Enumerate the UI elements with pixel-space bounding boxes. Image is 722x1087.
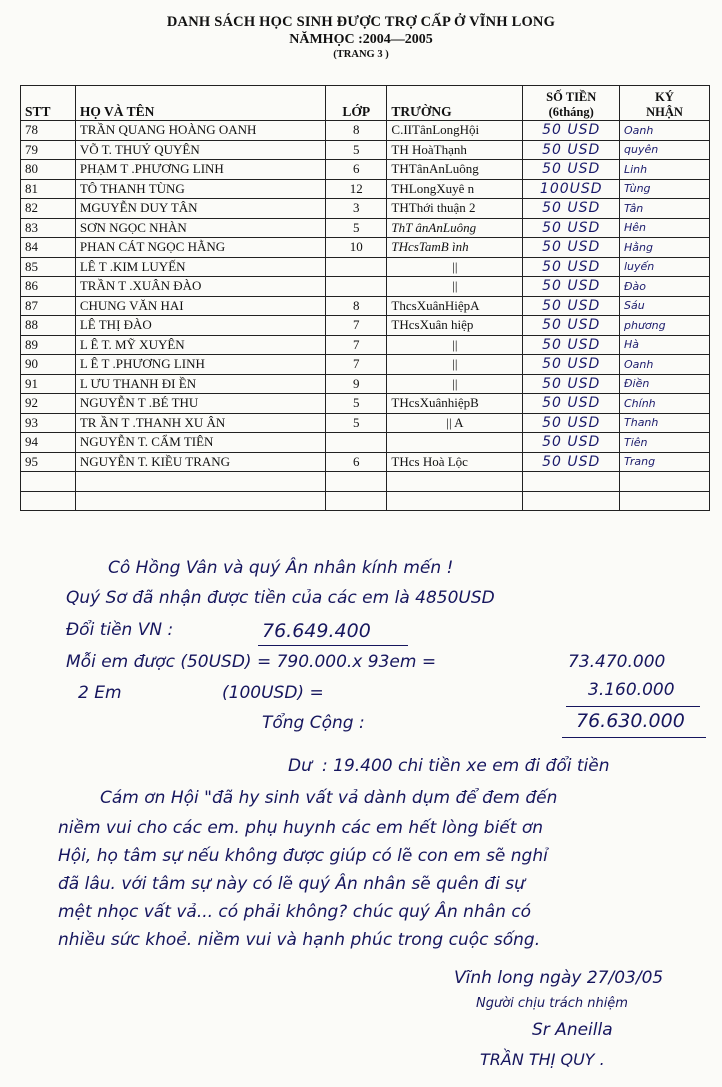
table-row (21, 121, 710, 141)
letter-body-3: Hội, họ tâm sự nếu không được giúp có lẽ con em sẽ nghỉ (58, 846, 548, 866)
cell-signature: Tùng (620, 179, 710, 199)
cell-school: || (387, 355, 523, 375)
cell-amount: 50 USD (523, 277, 620, 297)
cell-school: ThcsXuânHiệpA (387, 296, 523, 316)
col-sign (620, 86, 710, 121)
cell-stt: 83 (21, 218, 76, 238)
letter-balance-text: : 19.400 chi tiền xe em đi đổi tiền (322, 756, 610, 776)
cell-name: TR ẦN T .THANH XU ÂN (75, 413, 325, 433)
cell-school: ThT ânAnLuông (387, 218, 523, 238)
cell-name: PHAN CÁT NGỌC HẰNG (75, 238, 325, 258)
cell-signature: Linh (620, 160, 710, 180)
cell-amount: 50 USD (523, 374, 620, 394)
cell-school: THThới thuận 2 (387, 199, 523, 219)
cell-amount: 50 USD (523, 160, 620, 180)
letter-exchange-label: Đổi tiền VN : (66, 620, 174, 640)
underline-exchange (258, 645, 408, 646)
cell-amount: 50 USD (523, 140, 620, 160)
cell-name: L Ê T. MỸ XUYÊN (75, 335, 325, 355)
cell-name: TRẦN QUANG HOÀNG OANH (75, 121, 325, 141)
cell-signature: Đào (620, 277, 710, 297)
table-row (21, 355, 710, 375)
cell-stt: 82 (21, 199, 76, 219)
letter-total-value: 76.630.000 (576, 710, 685, 732)
letter-greeting: Cô Hồng Vân và quý Ân nhân kính mến ! (108, 558, 454, 578)
cell-signature: Tân (620, 199, 710, 219)
page-number: (TRANG 3 ) (333, 49, 389, 60)
col-sign-line1: KÝ (655, 90, 674, 104)
cell-signature: luyến (620, 257, 710, 277)
cell-amount: 50 USD (523, 238, 620, 258)
empty-cell (620, 472, 710, 492)
cell-class: 5 (325, 140, 386, 160)
cell-class: 7 (325, 335, 386, 355)
cell-signature: phương (620, 316, 710, 336)
table-body (21, 121, 710, 511)
school-year: NĂMHỌC :2004—2005 (289, 32, 433, 47)
cell-amount: 50 USD (523, 316, 620, 336)
cell-class: 5 (325, 218, 386, 238)
empty-row (21, 491, 710, 511)
cell-signature: Hà (620, 335, 710, 355)
cell-name: PHẠM T .PHƯƠNG LINH (75, 160, 325, 180)
letter-signer-full: TRẦN THỊ QUY . (480, 1050, 605, 1069)
empty-cell (21, 472, 76, 492)
cell-stt: 79 (21, 140, 76, 160)
cell-class: 12 (325, 179, 386, 199)
empty-row (21, 472, 710, 492)
table-row (21, 199, 710, 219)
cell-signature: Oanh (620, 121, 710, 141)
cell-school: C.IITânLongHội (387, 121, 523, 141)
cell-name: NGUYỄN T. KIỀU TRANG (75, 452, 325, 472)
table-row (21, 316, 710, 336)
cell-name: TRẦN T .XUÂN ĐÀO (75, 277, 325, 297)
cell-class: 5 (325, 413, 386, 433)
empty-cell (620, 491, 710, 511)
letter-body-6: nhiều sức khoẻ. niềm vui và hạnh phúc trong cuộc sống. (58, 930, 541, 950)
cell-name: TÔ THANH TÙNG (75, 179, 325, 199)
letter-body-1: Cám ơn Hội "đã hy sinh vất vả dành dụm để đem đến (100, 788, 558, 808)
table-row (21, 452, 710, 472)
cell-class: 6 (325, 160, 386, 180)
cell-signature: Sáu (620, 296, 710, 316)
cell-name: L ƯU THANH ĐI ỀN (75, 374, 325, 394)
cell-signature: Hằng (620, 238, 710, 258)
cell-amount: 50 USD (523, 335, 620, 355)
cell-class: 9 (325, 374, 386, 394)
cell-school: || (387, 257, 523, 277)
table-row (21, 238, 710, 258)
cell-class: 8 (325, 296, 386, 316)
cell-amount: 50 USD (523, 433, 620, 453)
cell-signature: Điền (620, 374, 710, 394)
letter-signer-name: Sr Aneilla (532, 1020, 613, 1040)
cell-school: THcsTamB ình (387, 238, 523, 258)
cell-stt: 84 (21, 238, 76, 258)
cell-class: 7 (325, 355, 386, 375)
letter-body-4: đã lâu. với tâm sự này có lẽ quý Ân nhân sẽ quên đi sự (58, 874, 525, 894)
cell-stt: 93 (21, 413, 76, 433)
cell-signature: Hên (620, 218, 710, 238)
cell-stt: 92 (21, 394, 76, 414)
cell-amount: 100USD (523, 179, 620, 199)
cell-signature: Thanh (620, 413, 710, 433)
cell-class: 10 (325, 238, 386, 258)
empty-cell (387, 472, 523, 492)
cell-school: THcsXuân hiệp (387, 316, 523, 336)
cell-amount: 50 USD (523, 452, 620, 472)
empty-cell (75, 472, 325, 492)
col-name: HỌ VÀ TÊN (75, 86, 325, 121)
cell-stt: 94 (21, 433, 76, 453)
col-school: TRƯỜNG (387, 86, 523, 121)
table-row (21, 433, 710, 453)
cell-stt: 89 (21, 335, 76, 355)
cell-stt: 91 (21, 374, 76, 394)
cell-signature: Oanh (620, 355, 710, 375)
letter-total-label: Tổng Cộng : (262, 713, 365, 733)
cell-name: SƠN NGỌC NHÀN (75, 218, 325, 238)
cell-school: || (387, 374, 523, 394)
table-row (21, 374, 710, 394)
cell-stt: 87 (21, 296, 76, 316)
cell-class: 6 (325, 452, 386, 472)
letter-body-5: mệt nhọc vất vả... có phải không? chúc quý Ân nhân có (58, 902, 532, 922)
handwritten-letter (0, 548, 722, 1087)
document-title: DANH SÁCH HỌC SINH ĐƯỢC TRỢ CẤP Ở VĨNH LONG (166, 14, 556, 30)
cell-class (325, 433, 386, 453)
letter-balance-label: Dư (288, 756, 312, 776)
table-row (21, 257, 710, 277)
letter-received: Quý Sơ đã nhận được tiền của các em là 4850USD (66, 588, 495, 608)
student-table (20, 85, 710, 511)
cell-school: || A (387, 413, 523, 433)
cell-school: || (387, 335, 523, 355)
cell-amount: 50 USD (523, 394, 620, 414)
empty-cell (21, 491, 76, 511)
cell-name: LÊ T .KIM LUYẾN (75, 257, 325, 277)
cell-stt: 78 (21, 121, 76, 141)
cell-amount: 50 USD (523, 413, 620, 433)
cell-stt: 90 (21, 355, 76, 375)
cell-stt: 85 (21, 257, 76, 277)
table-row (21, 179, 710, 199)
cell-school: THcs Hoà Lộc (387, 452, 523, 472)
cell-amount: 50 USD (523, 296, 620, 316)
empty-cell (75, 491, 325, 511)
cell-class: 7 (325, 316, 386, 336)
empty-cell (325, 491, 386, 511)
cell-name: LÊ THỊ ĐÀO (75, 316, 325, 336)
table-row (21, 277, 710, 297)
cell-school: TH HoàThạnh (387, 140, 523, 160)
cell-name: NGUYỄN T .BÉ THU (75, 394, 325, 414)
table-row (21, 335, 710, 355)
table-row (21, 413, 710, 433)
cell-name: MGUYỄN DUY TÂN (75, 199, 325, 219)
empty-cell (387, 491, 523, 511)
col-sign-line2: NHẬN (646, 105, 683, 119)
col-amount (523, 86, 620, 121)
table-row (21, 394, 710, 414)
table-row (21, 218, 710, 238)
cell-school: || (387, 277, 523, 297)
letter-place-date: Vĩnh long ngày 27/03/05 (454, 968, 664, 988)
cell-amount: 50 USD (523, 257, 620, 277)
letter-signer-role: Người chịu trách nhiệm (476, 996, 628, 1011)
col-stt: STT (21, 86, 76, 121)
cell-school: THLongXuyê n (387, 179, 523, 199)
col-amount-line1: SỐ TIỀN (546, 90, 597, 104)
letter-each-value: 73.470.000 (568, 652, 666, 672)
cell-name: CHUNG VĂN HAI (75, 296, 325, 316)
cell-school: THTânAnLuông (387, 160, 523, 180)
cell-name: L Ê T .PHƯƠNG LINH (75, 355, 325, 375)
cell-stt: 86 (21, 277, 76, 297)
letter-body-2: niềm vui cho các em. phụ huynh các em hết lòng biết ơn (58, 818, 544, 838)
letter-exchange-value: 76.649.400 (262, 620, 371, 642)
table-row (21, 296, 710, 316)
cell-name: VÕ T. THUỶ QUYÊN (75, 140, 325, 160)
cell-stt: 80 (21, 160, 76, 180)
cell-class: 3 (325, 199, 386, 219)
letter-two-value: 3.160.000 (588, 680, 675, 700)
cell-class (325, 257, 386, 277)
cell-name: NGUYỄN T. CẨM TIÊN (75, 433, 325, 453)
cell-class: 5 (325, 394, 386, 414)
cell-stt: 81 (21, 179, 76, 199)
cell-amount: 50 USD (523, 355, 620, 375)
cell-signature: Trang (620, 452, 710, 472)
cell-amount: 50 USD (523, 218, 620, 238)
cell-signature: quyên (620, 140, 710, 160)
cell-amount: 50 USD (523, 199, 620, 219)
letter-each-label: Mỗi em được (50USD) = 790.000.x 93em = (66, 652, 437, 672)
cell-school: THcsXuânhiệpB (387, 394, 523, 414)
table-header-row (21, 86, 710, 121)
underline-total (562, 737, 706, 738)
letter-two-label: 2 Em (78, 683, 122, 703)
table-row (21, 160, 710, 180)
cell-class (325, 277, 386, 297)
col-amount-line2: (6tháng) (548, 105, 594, 119)
cell-school (387, 433, 523, 453)
empty-cell (325, 472, 386, 492)
cell-amount: 50 USD (523, 121, 620, 141)
empty-cell (523, 491, 620, 511)
underline-two (566, 706, 700, 707)
cell-signature: Tiên (620, 433, 710, 453)
cell-signature: Chính (620, 394, 710, 414)
cell-stt: 88 (21, 316, 76, 336)
empty-cell (523, 472, 620, 492)
document-header (0, 8, 722, 60)
cell-stt: 95 (21, 452, 76, 472)
cell-class: 8 (325, 121, 386, 141)
col-class: LỚP (325, 86, 386, 121)
table-row (21, 140, 710, 160)
letter-two-note: (100USD) = (222, 683, 324, 703)
